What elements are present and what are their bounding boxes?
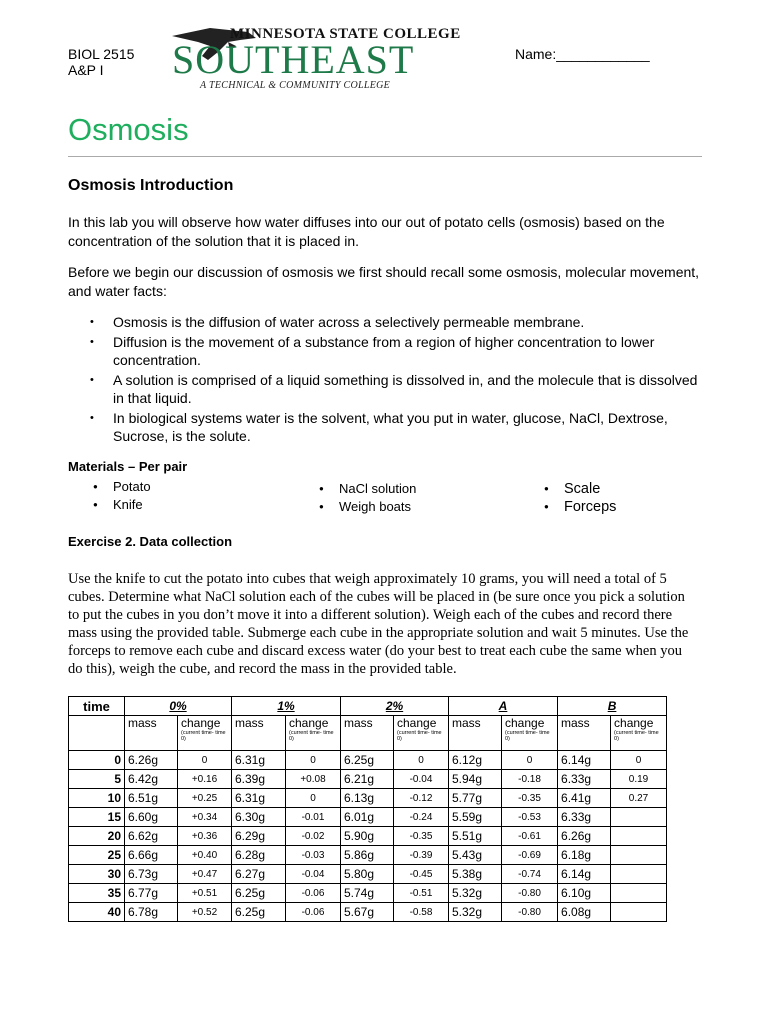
change-cell[interactable]: -0.45 [394,865,449,884]
mass-cell[interactable]: 6.78g [125,903,178,922]
change-cell[interactable]: +0.51 [178,884,232,903]
group-header: 1% [232,697,341,716]
change-cell[interactable]: -0.58 [394,903,449,922]
course-code: BIOL 2515 [68,46,135,62]
sub-header-row [69,716,667,751]
change-cell[interactable]: -0.04 [394,770,449,789]
name-field[interactable]: Name:____________ [515,46,650,62]
mass-cell[interactable]: 6.28g [232,846,286,865]
intro-paragraph-1: In this lab you will observe how water diffuses into our out of potato cells (osmosis) based on the concentration of the solution that it is placed in. [68,214,665,249]
change-cell[interactable]: 0 [286,789,341,808]
data-table [68,696,667,922]
list-item: ● Potato [89,478,151,496]
intro-heading: Osmosis Introduction [68,177,234,194]
change-header: change (current time- time 0) [611,716,667,751]
change-cell[interactable]: 0 [178,751,232,770]
change-cell[interactable]: 0 [394,751,449,770]
change-cell[interactable]: +0.36 [178,827,232,846]
change-cell[interactable]: -0.06 [286,884,341,903]
change-cell[interactable] [611,846,667,865]
mass-cell[interactable]: 6.26g [125,751,178,770]
materials-heading: Materials – Per pair [68,459,188,474]
materials-list-1 [89,478,151,514]
change-cell[interactable]: -0.69 [502,846,558,865]
course-name: A&P I [68,62,104,78]
materials-list-3 [540,480,616,516]
college-logo [170,22,461,94]
change-cell[interactable]: -0.80 [502,903,558,922]
mass-cell[interactable]: 5.94g [449,770,502,789]
table-row [69,808,667,827]
table-row [69,903,667,922]
list-item: ● NaCl solution [315,480,416,498]
mass-cell[interactable]: 6.13g [341,789,394,808]
change-cell[interactable]: -0.24 [394,808,449,827]
change-cell[interactable] [611,827,667,846]
change-cell[interactable]: +0.08 [286,770,341,789]
group-header: A [449,697,558,716]
change-cell[interactable]: -0.35 [394,827,449,846]
mass-cell[interactable]: 6.08g [558,903,611,922]
mass-cell[interactable]: 6.77g [125,884,178,903]
change-cell[interactable]: +0.16 [178,770,232,789]
exercise-instructions: Use the knife to cut the potato into cubes that weigh approximately 10 grams, you will need a total of 5 cubes. Determine what NaCl solution each of the cubes will be placed in (be sure once you pick a solution to put the cubes in you don’t move it into a different solution). Weigh each of the cubes and record there mass using the provided table. Submerge each cube in the appropriate solution and wait 5 minutes. Use the forceps to remove each cube and discard excess water (do your best to treat each cube the same when you do this), weigh the cube, and record the mass in the provided table. [68,571,689,677]
mass-header: mass [232,716,286,751]
change-cell[interactable] [611,903,667,922]
change-cell[interactable]: -0.02 [286,827,341,846]
time-cell: 15 [69,808,125,827]
table-row [69,884,667,903]
change-cell[interactable]: 0 [286,751,341,770]
mass-cell[interactable]: 5.32g [449,903,502,922]
change-cell[interactable]: -0.03 [286,846,341,865]
change-cell[interactable]: -0.74 [502,865,558,884]
change-cell[interactable]: 0 [611,751,667,770]
list-item: ● Knife [89,496,151,514]
mass-cell[interactable]: 6.73g [125,865,178,884]
mass-cell[interactable]: 6.62g [125,827,178,846]
mass-cell[interactable]: 6.39g [232,770,286,789]
time-cell: 10 [69,789,125,808]
change-cell[interactable]: +0.34 [178,808,232,827]
change-cell[interactable]: -0.80 [502,884,558,903]
course-info [68,46,134,78]
change-cell[interactable] [611,884,667,903]
time-cell: 35 [69,884,125,903]
mass-cell[interactable]: 5.59g [449,808,502,827]
mass-cell[interactable]: 6.14g [558,751,611,770]
list-item: ● Forceps [540,498,616,516]
mass-cell[interactable]: 6.33g [558,770,611,789]
mass-cell[interactable]: 5.77g [449,789,502,808]
change-header: change (current time- time 0) [286,716,341,751]
mass-cell[interactable]: 6.26g [558,827,611,846]
change-cell[interactable]: -0.04 [286,865,341,884]
list-item: ● Weigh boats [315,498,416,516]
change-cell[interactable]: -0.61 [502,827,558,846]
mass-cell[interactable]: 6.29g [232,827,286,846]
time-cell: 20 [69,827,125,846]
mass-cell[interactable]: 5.80g [341,865,394,884]
change-cell[interactable]: +0.52 [178,903,232,922]
mass-header: mass [125,716,178,751]
mass-cell[interactable]: 6.42g [125,770,178,789]
change-cell[interactable] [611,865,667,884]
exercise-heading: Exercise 2. Data collection [68,534,233,549]
mass-cell[interactable]: 6.51g [125,789,178,808]
change-cell[interactable]: -0.18 [502,770,558,789]
mass-header: mass [341,716,394,751]
title-divider [68,156,702,157]
change-cell[interactable]: -0.35 [502,789,558,808]
mass-header: mass [449,716,502,751]
group-header: 2% [341,697,449,716]
mass-cell[interactable]: 5.67g [341,903,394,922]
mass-cell[interactable]: 6.25g [232,884,286,903]
table-row [69,827,667,846]
mass-cell[interactable]: 5.74g [341,884,394,903]
time-cell: 40 [69,903,125,922]
time-header: time [69,697,125,716]
mass-cell[interactable]: 6.18g [558,846,611,865]
page-title: Osmosis [68,112,189,147]
mass-cell[interactable]: 6.66g [125,846,178,865]
logo-sub-text: A TECHNICAL & COMMUNITY COLLEGE [200,80,391,91]
time-cell: 5 [69,770,125,789]
change-cell[interactable]: -0.51 [394,884,449,903]
change-cell[interactable]: -0.01 [286,808,341,827]
group-header: B [558,697,667,716]
mass-cell[interactable]: 5.32g [449,884,502,903]
list-item: ● Scale [540,480,616,498]
list-item: • Diffusion is the movement of a substance from a region of higher concentration to lower concentration. [68,333,698,370]
table-row [69,846,667,865]
time-cell: 0 [69,751,125,770]
mass-cell[interactable]: 6.30g [232,808,286,827]
table-row [69,789,667,808]
mass-cell[interactable]: 5.90g [341,827,394,846]
table-row [69,770,667,789]
time-cell: 30 [69,865,125,884]
mass-cell[interactable]: 6.01g [341,808,394,827]
change-cell[interactable]: -0.12 [394,789,449,808]
time-cell: 25 [69,846,125,865]
change-cell[interactable]: 0 [502,751,558,770]
mass-cell[interactable]: 6.10g [558,884,611,903]
mass-cell[interactable]: 5.86g [341,846,394,865]
mass-cell[interactable]: 6.25g [341,751,394,770]
change-header: change (current time- time 0) [178,716,232,751]
change-cell[interactable]: +0.47 [178,865,232,884]
mass-cell[interactable]: 6.31g [232,789,286,808]
facts-list [68,313,698,447]
logo-main-text: SOUTHEAST [172,37,415,82]
list-item: • Osmosis is the diffusion of water across a selectively permeable membrane. [68,313,698,332]
mass-cell[interactable]: 6.21g [341,770,394,789]
materials-list-2 [315,480,416,516]
change-cell[interactable]: -0.06 [286,903,341,922]
change-cell[interactable]: -0.39 [394,846,449,865]
table-row [69,751,667,770]
mass-cell[interactable]: 6.25g [232,903,286,922]
mass-cell[interactable]: 6.14g [558,865,611,884]
change-header: change (current time- time 0) [394,716,449,751]
group-header-row [69,697,667,716]
mass-cell[interactable]: 6.33g [558,808,611,827]
change-header: change (current time- time 0) [502,716,558,751]
list-item: • In biological systems water is the solvent, what you put in water, glucose, NaCl, Dextrose, Sucrose, is the solute. [68,409,698,446]
mass-header: mass [558,716,611,751]
blank-cell [69,716,125,751]
change-cell[interactable]: 0.19 [611,770,667,789]
group-header: 0% [125,697,232,716]
mass-cell[interactable]: 6.60g [125,808,178,827]
change-cell[interactable]: +0.40 [178,846,232,865]
change-cell[interactable]: -0.53 [502,808,558,827]
list-item: • A solution is comprised of a liquid something is dissolved in, and the molecule that is dissolved in that liquid. [68,371,698,408]
table-row [69,865,667,884]
change-cell[interactable]: 0.27 [611,789,667,808]
mass-cell[interactable]: 6.12g [449,751,502,770]
mass-cell[interactable]: 6.27g [232,865,286,884]
intro-paragraph-2: Before we begin our discussion of osmosis we first should recall some osmosis, molecular movement, and water facts: [68,264,700,299]
logo-top-text: MINNESOTA STATE COLLEGE [230,26,461,42]
change-cell[interactable] [611,808,667,827]
mass-cell[interactable]: 6.31g [232,751,286,770]
mass-cell[interactable]: 5.38g [449,865,502,884]
change-cell[interactable]: +0.25 [178,789,232,808]
mass-cell[interactable]: 5.51g [449,827,502,846]
mass-cell[interactable]: 6.41g [558,789,611,808]
mass-cell[interactable]: 5.43g [449,846,502,865]
